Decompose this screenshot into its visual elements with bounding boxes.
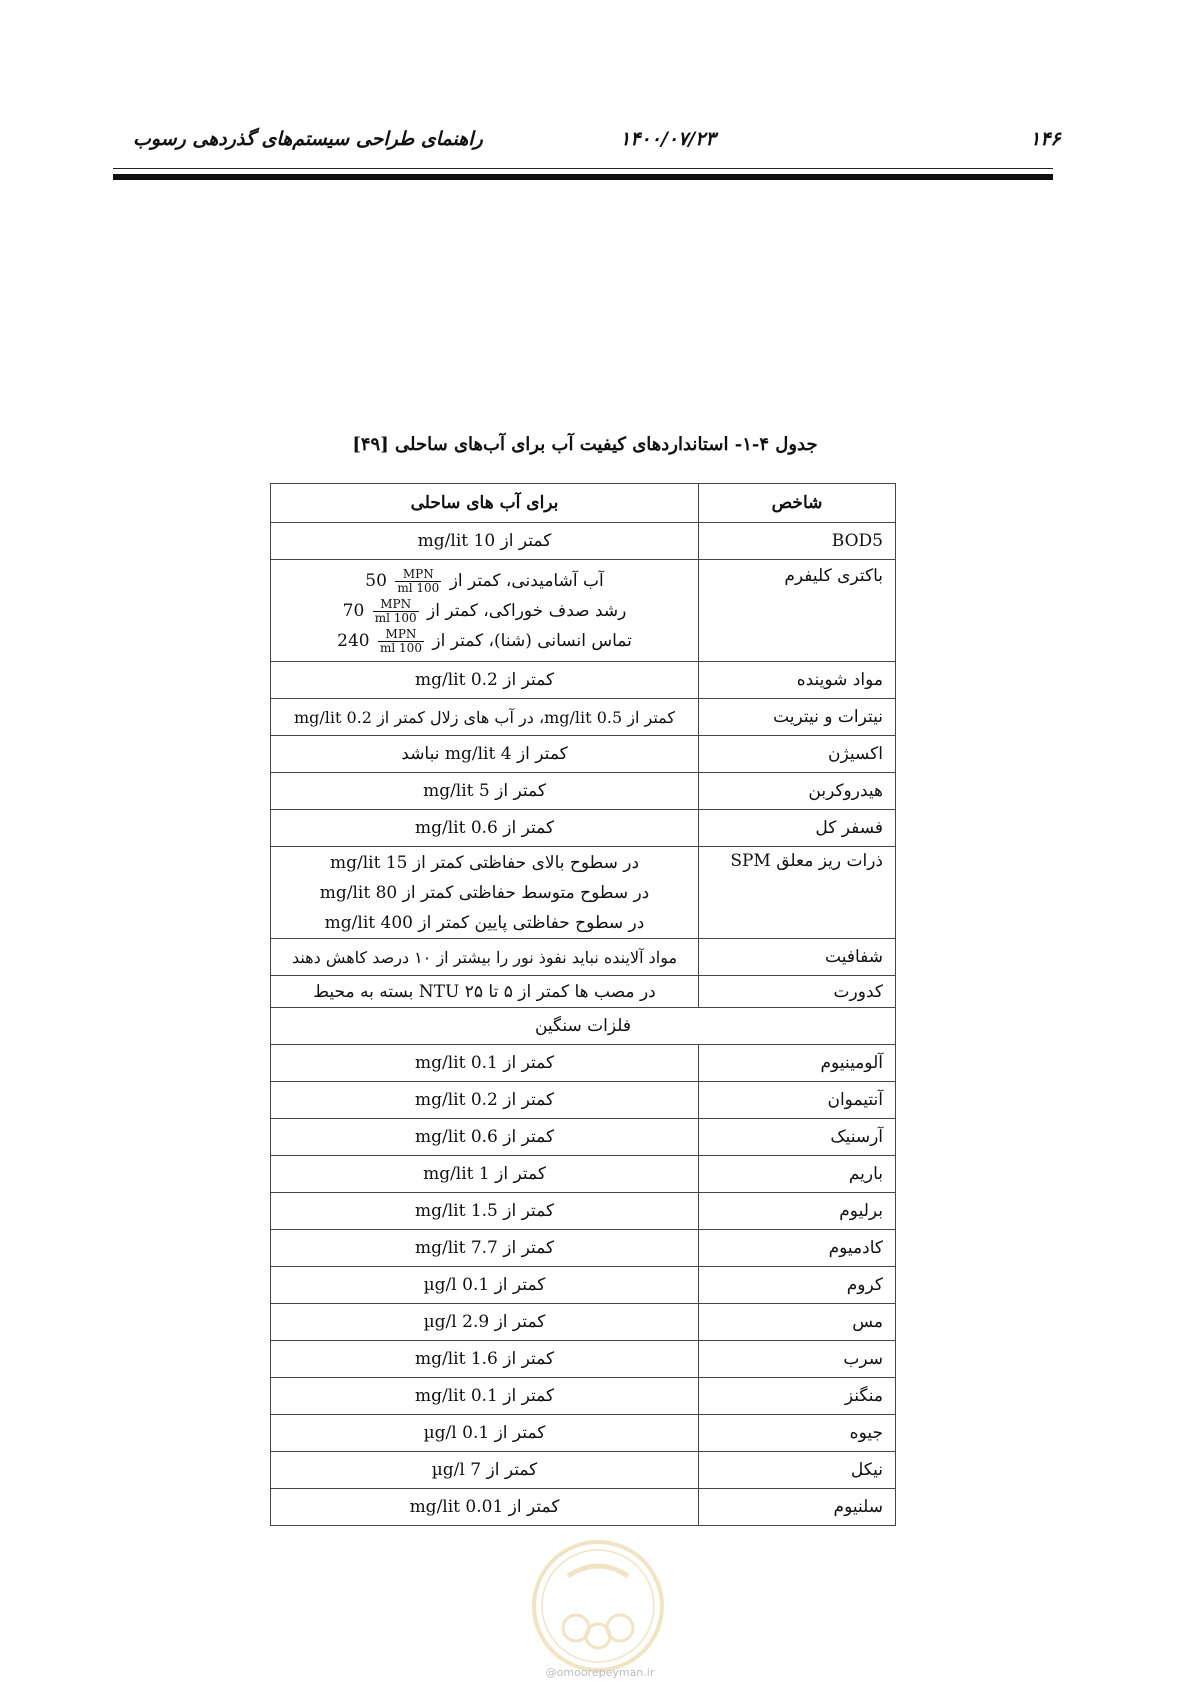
value-cell: کمتر از 0.2 mg/lit	[271, 1082, 699, 1119]
table-row	[271, 662, 896, 699]
table-row	[271, 1082, 896, 1119]
value-cell: کمتر از 4 mg/lit نباشد	[271, 736, 699, 773]
value-cell: کمتر از 2.9 µg/l	[271, 1304, 699, 1341]
parameter-cell: آنتیموان	[699, 1082, 896, 1119]
parameter-cell: مس	[699, 1304, 896, 1341]
table-row	[271, 939, 896, 976]
book-title: راهنمای طراحی سیستم‌های گذردهی رسوب	[133, 128, 483, 150]
coliform-line: آب آشامیدنی، کمتر از $\frac{\text{MPN}}{100 ml}$ 50	[365, 566, 604, 595]
table-row	[271, 976, 896, 1008]
table-row	[271, 1045, 896, 1082]
table-section-row	[271, 1008, 896, 1045]
value-cell: کمتر از 0.2 mg/lit	[271, 662, 699, 699]
table-row	[271, 1230, 896, 1267]
parameter-cell: جیوه	[699, 1415, 896, 1452]
parameter-cell: سلنیوم	[699, 1489, 896, 1526]
value-cell: کمتر از 0.1 mg/lit	[271, 1378, 699, 1415]
table-row	[271, 773, 896, 810]
parameter-cell: فسفر کل	[699, 810, 896, 847]
table-row	[271, 1156, 896, 1193]
value-cell: کمتر از 0.1 mg/lit	[271, 1045, 699, 1082]
value-cell: کمتر از 0.6 mg/lit	[271, 810, 699, 847]
spm-line: در سطوح بالای حفاظتی کمتر از 15 mg/lit	[329, 852, 640, 873]
table-row	[271, 1119, 896, 1156]
value-cell: کمتر از 0.1 µg/l	[271, 1267, 699, 1304]
column-header-value: برای آب های ساحلی	[271, 484, 699, 523]
parameter-cell: کدورت	[699, 976, 896, 1008]
parameter-cell: مواد شوینده	[699, 662, 896, 699]
parameter-cell: ذرات ریز معلق SPM	[699, 847, 896, 939]
value-cell: کمتر از 5 mg/lit	[271, 773, 699, 810]
table-row	[271, 1489, 896, 1526]
parameter-cell: آرسنیک	[699, 1119, 896, 1156]
parameter-cell: آلومینیوم	[699, 1045, 896, 1082]
table-row	[271, 699, 896, 736]
table-row	[271, 1452, 896, 1489]
parameter-cell: منگنز	[699, 1378, 896, 1415]
unit-fraction: $\frac{\text{MPN}}{100 ml}$	[374, 596, 417, 625]
parameter-cell: کروم	[699, 1267, 896, 1304]
table-row	[271, 1193, 896, 1230]
parameter-cell: باکتری کلیفرم	[699, 560, 896, 662]
header-rule-thick	[113, 174, 1053, 180]
section-heading-heavy-metals: فلزات سنگین	[271, 1008, 896, 1045]
table-row	[271, 523, 896, 560]
page-number: ۱۴۶	[1030, 128, 1061, 150]
table-caption: جدول ۴-۱- استانداردهای کیفیت آب برای آب‌های ساحلی [۴۹]	[352, 434, 818, 455]
spm-line: در سطوح حفاظتی پایین کمتر از 400 mg/lit	[324, 912, 645, 933]
value-cell: در مصب ها کمتر از ۵ تا ۲۵ NTU بسته به محیط	[271, 976, 699, 1008]
header-rule-thin	[113, 168, 1053, 169]
unit-fraction: $\frac{\text{MPN}}{100 ml}$	[380, 626, 422, 655]
column-header-parameter: شاخص	[699, 484, 896, 523]
value-cell: کمتر از 1.5 mg/lit	[271, 1193, 699, 1230]
table-row	[271, 736, 896, 773]
coliform-line: تماس انسانی (شنا)، کمتر از $\frac{\text{MPN}}{100 ml}$ 240	[337, 626, 632, 655]
header-date: ۱۴۰۰/۰۷/۲۳	[620, 128, 716, 150]
parameter-cell: نیترات و نیتریت	[699, 699, 896, 736]
value-cell: کمتر از 1.6 mg/lit	[271, 1341, 699, 1378]
table-row	[271, 1267, 896, 1304]
unit-fraction: $\frac{\text{MPN}}{100 ml}$	[397, 566, 440, 595]
water-quality-table	[270, 483, 896, 1526]
value-cell: کمتر از 7 µg/l	[271, 1452, 699, 1489]
parameter-cell: سرب	[699, 1341, 896, 1378]
parameter-cell: باریم	[699, 1156, 896, 1193]
parameter-cell: کادمیوم	[699, 1230, 896, 1267]
table-row	[271, 1341, 896, 1378]
table-row	[271, 1304, 896, 1341]
table-header-row	[271, 484, 896, 523]
value-cell: کمتر از 0.1 µg/l	[271, 1415, 699, 1452]
parameter-cell: شفافیت	[699, 939, 896, 976]
watermark-seal-icon	[528, 1536, 668, 1676]
value-cell: مواد آلاینده نباید نفوذ نور را بیشتر از ۱۰ درصد کاهش دهند	[271, 939, 699, 976]
value-cell: کمتر از 1 mg/lit	[271, 1156, 699, 1193]
watermark-text: @omoorepeyman.ir	[545, 1666, 655, 1679]
value-cell: کمتر از 10 mg/lit	[271, 523, 699, 560]
spm-line: در سطوح متوسط حفاظتی کمتر از 80 mg/lit	[319, 882, 650, 903]
table-row	[271, 560, 896, 662]
value-cell: کمتر از 0.5 mg/lit، در آب های زلال کمتر از 0.2 mg/lit	[271, 699, 699, 736]
parameter-label: BOD5	[831, 531, 883, 551]
parameter-cell	[699, 523, 896, 560]
table-row	[271, 810, 896, 847]
table-row	[271, 847, 896, 939]
value-cell: کمتر از 0.01 mg/lit	[271, 1489, 699, 1526]
parameter-cell: هیدروکربن	[699, 773, 896, 810]
value-cell: کمتر از 7.7 mg/lit	[271, 1230, 699, 1267]
value-cell	[271, 847, 699, 939]
coliform-line: رشد صدف خوراکی، کمتر از $\frac{\text{MPN}}{100 ml}$ 70	[342, 596, 627, 625]
parameter-cell: برلیوم	[699, 1193, 896, 1230]
parameter-cell: نیکل	[699, 1452, 896, 1489]
table-row	[271, 1415, 896, 1452]
value-cell	[271, 560, 699, 662]
value-cell: کمتر از 0.6 mg/lit	[271, 1119, 699, 1156]
table-row	[271, 1378, 896, 1415]
parameter-cell: اکسیژن	[699, 736, 896, 773]
